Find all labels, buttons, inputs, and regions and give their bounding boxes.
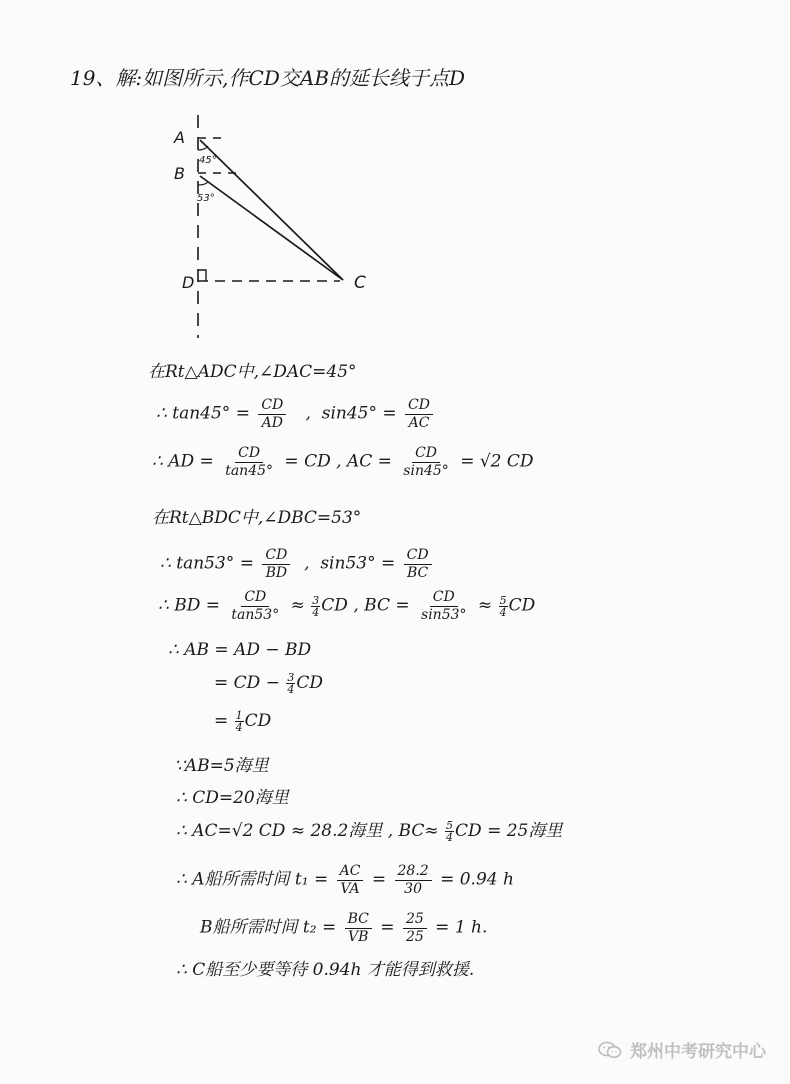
angle-arc-b [198, 182, 208, 185]
rt-bdc-l2-lead: ∴ BD [158, 595, 201, 616]
rt-bdc-l2-frac1: $\frac{CD}{\tan 53^\circ}$ [231, 589, 280, 623]
rt-adc-line2: ∴ AD = $\frac{CD}{\tan 45^\circ}$ = CD , AC = $\frac{CD}{\sin 45^\circ}$ = √2 CD [152, 445, 534, 479]
time-b-pre: B船所需时间 t₂ = [200, 917, 337, 938]
rt-adc-l2-frac1: $\frac{CD}{\tan 45^\circ}$ [225, 445, 274, 479]
rt-bdc-l2-approx1: ≈ [290, 595, 305, 616]
label-a: A [174, 128, 185, 147]
label-d: D [182, 273, 195, 292]
rt-adc-intro: 在Rt△ADC中,∠DAC=45° [148, 362, 357, 382]
ac-bc-post: CD = 25海里 [455, 821, 563, 841]
ac-bc-result [176, 820, 562, 843]
time-b-frac2: $\frac{25}{25}$ [403, 912, 427, 944]
bc-line [200, 176, 343, 280]
time-b-line [200, 912, 487, 944]
rt-adc-l2-r2: = √2 CD [460, 451, 534, 472]
wechat-icon [598, 1041, 622, 1059]
ab-l3-pre: = [214, 711, 229, 731]
rt-bdc-line2: ∴ BD = $\frac{CD}{\tan 53^\circ}$ ≈ $\frac{3}{4}$ CD , BC = $\frac{CD}{\sin 53^\circ}$ ≈ $\frac{5}{4}$ CD [158, 589, 536, 623]
rt-bdc-l1-frac1: $\frac{CD}{BD}$ [262, 548, 290, 580]
time-a-post: = 0.94 h [440, 869, 514, 890]
ab-line2 [214, 672, 323, 695]
rt-adc-l1-lead: ∴ [156, 403, 167, 424]
right-angle-mark [198, 270, 206, 281]
problem-heading: 19、解:如图所示,作CD交AB的延长线于点D [70, 66, 466, 90]
rt-adc-l2-r1: = CD [284, 451, 331, 472]
watermark [598, 1037, 766, 1062]
rt-adc-l2-frac2: $\frac{CD}{\sin 45^\circ}$ [403, 445, 449, 479]
rt-bdc-intro: 在Rt△BDC中,∠DBC=53° [152, 508, 362, 528]
rt-bdc-line1: ∴ tan53° = $\frac{CD}{BD}$ , sin53° = $\frac{CD}{BC}$ [160, 548, 435, 580]
ab-l2-post: CD [296, 673, 323, 693]
rt-adc-l1-frac1: $\frac{CD}{AD}$ [258, 398, 286, 430]
rt-adc-l1-frac2: $\frac{CD}{AC}$ [405, 398, 433, 430]
rt-adc-l1-fn1: tan45° [172, 403, 231, 424]
time-a-line [176, 864, 514, 896]
time-a-eq: = [371, 869, 387, 890]
angle-53-label: 53° [197, 193, 215, 204]
rt-bdc-l1-fn2: sin53° [320, 553, 376, 574]
cd-result: ∴ CD=20海里 [176, 788, 289, 808]
ac-bc-coef: $\frac{5}{4}$ [446, 819, 454, 844]
angle-45-label: 45° [199, 155, 217, 166]
rt-bdc-l2-bc: , BC [353, 595, 390, 616]
time-b-eq: = [380, 917, 395, 938]
ab-l3-post: CD [244, 711, 272, 731]
time-a-frac1: $\frac{AC}{VA}$ [337, 864, 364, 896]
ac-line [200, 140, 343, 280]
conclusion: ∴ C船至少要等待 0.94h 才能得到救援. [176, 960, 475, 980]
ab-l2-coef: $\frac{3}{4}$ [287, 671, 295, 696]
watermark-text: 郑州中考研究中心 [630, 1042, 766, 1062]
geometry-diagram [160, 110, 400, 350]
ab-line3 [214, 710, 271, 733]
rt-bdc-l2-coef1: $\frac{3}{4}$ [312, 593, 320, 619]
rt-bdc-l2-cd2: CD [508, 595, 536, 616]
ac-bc-pre: ∴ AC=√2 CD ≈ 28.2海里 , BC≈ [176, 821, 439, 841]
rt-bdc-l2-coef2: $\frac{5}{4}$ [499, 593, 507, 619]
rt-bdc-l1-frac2: $\frac{CD}{BC}$ [404, 548, 432, 580]
time-b-frac1: $\frac{BC}{VB}$ [345, 912, 372, 944]
ab-l2-pre: = CD − [214, 673, 280, 693]
rt-adc-line1: ∴ tan45° = $\frac{CD}{AD}$ , sin45° = $\frac{CD}{AC}$ [156, 398, 436, 430]
label-c: C [354, 273, 366, 293]
rt-bdc-l1-lead: ∴ [160, 553, 171, 574]
rt-bdc-l2-cd1: CD [321, 595, 348, 616]
rt-adc-l2-ac: , AC [336, 451, 373, 472]
rt-adc-l2-lead: ∴ AD [152, 451, 195, 472]
rt-bdc-l2-frac2: $\frac{CD}{\sin 53^\circ}$ [421, 589, 467, 623]
rt-bdc-l2-approx2: ≈ [477, 595, 493, 616]
rt-bdc-l1-fn1: tan53° [176, 553, 235, 574]
ab-line1: ∴ AB = AD − BD [168, 640, 312, 660]
ab-given: ∵AB=5海里 [174, 756, 269, 776]
rt-adc-l1-fn2: sin45° [321, 403, 377, 424]
ab-l3-coef: $\frac{1}{4}$ [235, 709, 243, 734]
time-a-pre: ∴ A船所需时间 t₁ = [176, 869, 329, 890]
time-a-frac2: $\frac{28.2}{30}$ [395, 864, 432, 896]
label-b: B [174, 164, 185, 183]
time-b-post: = 1 h. [435, 917, 488, 938]
